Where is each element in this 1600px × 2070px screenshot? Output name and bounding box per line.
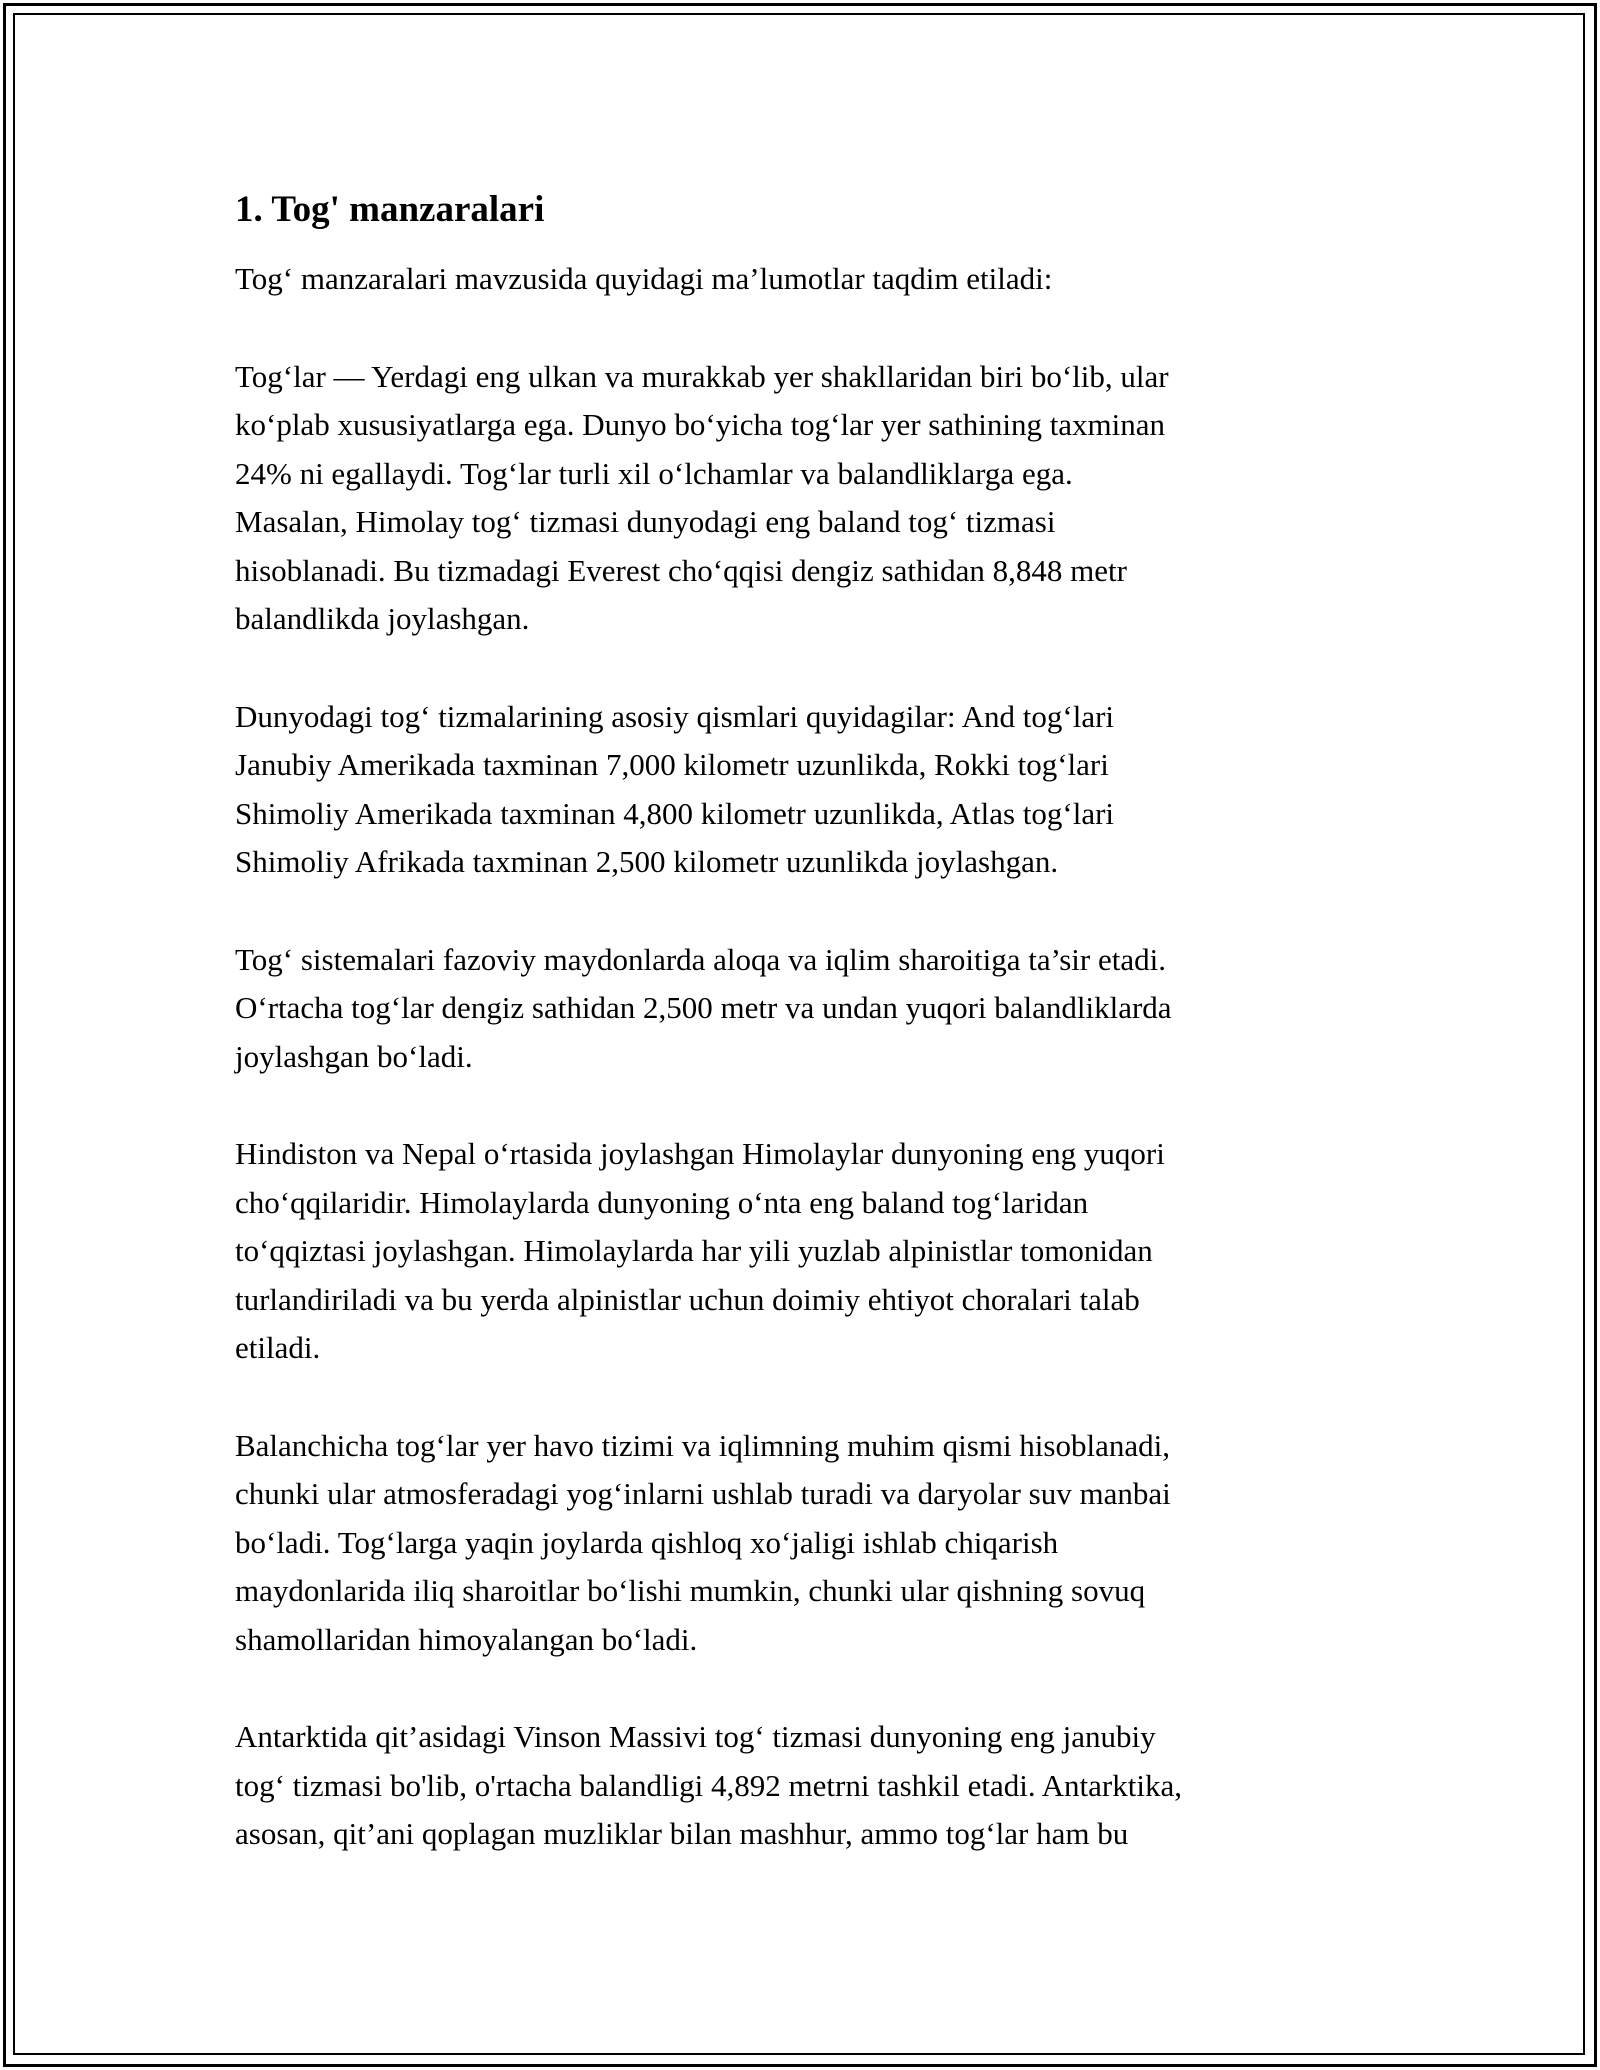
paragraph-mountains-overview: Tog‘lar — Yerdagi eng ulkan va murakkab yer shakllaridan biri bo‘lib, ular ko‘plab xususiyatlarga ega. Dunyo bo‘yicha tog‘lar yer sathining taxminan 24% ni egallaydi. Tog‘lar turli xil o‘lchamlar va balandliklarga ega. Masalan, Himolay tog‘ tizmasi dunyodagi eng baland tog‘ tizmasi hisoblanadi. Bu tizmadagi Everest cho‘qqisi dengiz sathidan 8,848 metr balandlikda joylashgan. [235,358,1169,636]
paragraph-climate: Balanchicha tog‘lar yer havo tizimi va iqlimning muhim qismi hisoblanadi, chunki ular atmosferadagi yog‘inlarni ushlab turadi va daryolar suv manbai bo‘ladi. Tog‘larga yaqin joylarda qishloq xo‘jaligi ishlab chiqarish maydonlarida iliq sharoitlar bo‘lishi mumkin, chunki ular qishning sovuq shamollaridan himoyalangan bo‘ladi. [235,1427,1171,1657]
paragraph-himalayas: Hindiston va Nepal o‘rtasida joylashgan Himolaylar dunyoning eng yuqori cho‘qqilaridir. Himolaylarda dunyoning o‘nta eng baland tog‘laridan to‘qqiztasi joylashgan. Himolaylarda har yili yuzlab alpinistlar tomonidan turlandiriladi va bu yerda alpinistlar uchun doimiy ehtiyot choralari talab etiladi. [235,1136,1165,1365]
paragraph-intro: Tog‘ manzaralari mavzusida quyidagi ma’lumotlar taqdim etiladi: [235,261,1053,296]
paragraph-mountain-ranges: Dunyodagi tog‘ tizmalarining asosiy qismlari quyidagilar: And tog‘lari Janubiy Amerikada taxminan 7,000 kilometr uzunlikda, Rokki tog‘lari Shimoliy Amerikada taxminan 4,800 kilometr uzunlikda, Atlas tog‘lari Shimoliy Afrikada taxminan 2,500 kilometr uzunlikda joylashgan. [235,698,1115,879]
paragraph-antarctica: Antarktida qit’asidagi Vinson Massivi tog‘ tizmasi dunyoning eng janubiy tog‘ tizmasi bo'lib, o'rtacha balandligi 4,892 metrni tashkil etadi. Antarktika, asosan, qit’ani qoplagan muzliklar bilan mashhur, ammo tog‘lar ham bu [235,1719,1182,1851]
paragraph-mountain-systems: Tog‘ sistemalari fazoviy maydonlarda aloqa va iqlim sharoitiga ta’sir etadi. O‘rtacha tog‘lar dengiz sathidan 2,500 metr va undan yuqori balandliklarda joylashgan bo‘ladi. [235,941,1172,1074]
document-body [235,185,1375,1908]
section-heading: 1. Tog' manzaralari [235,189,545,230]
